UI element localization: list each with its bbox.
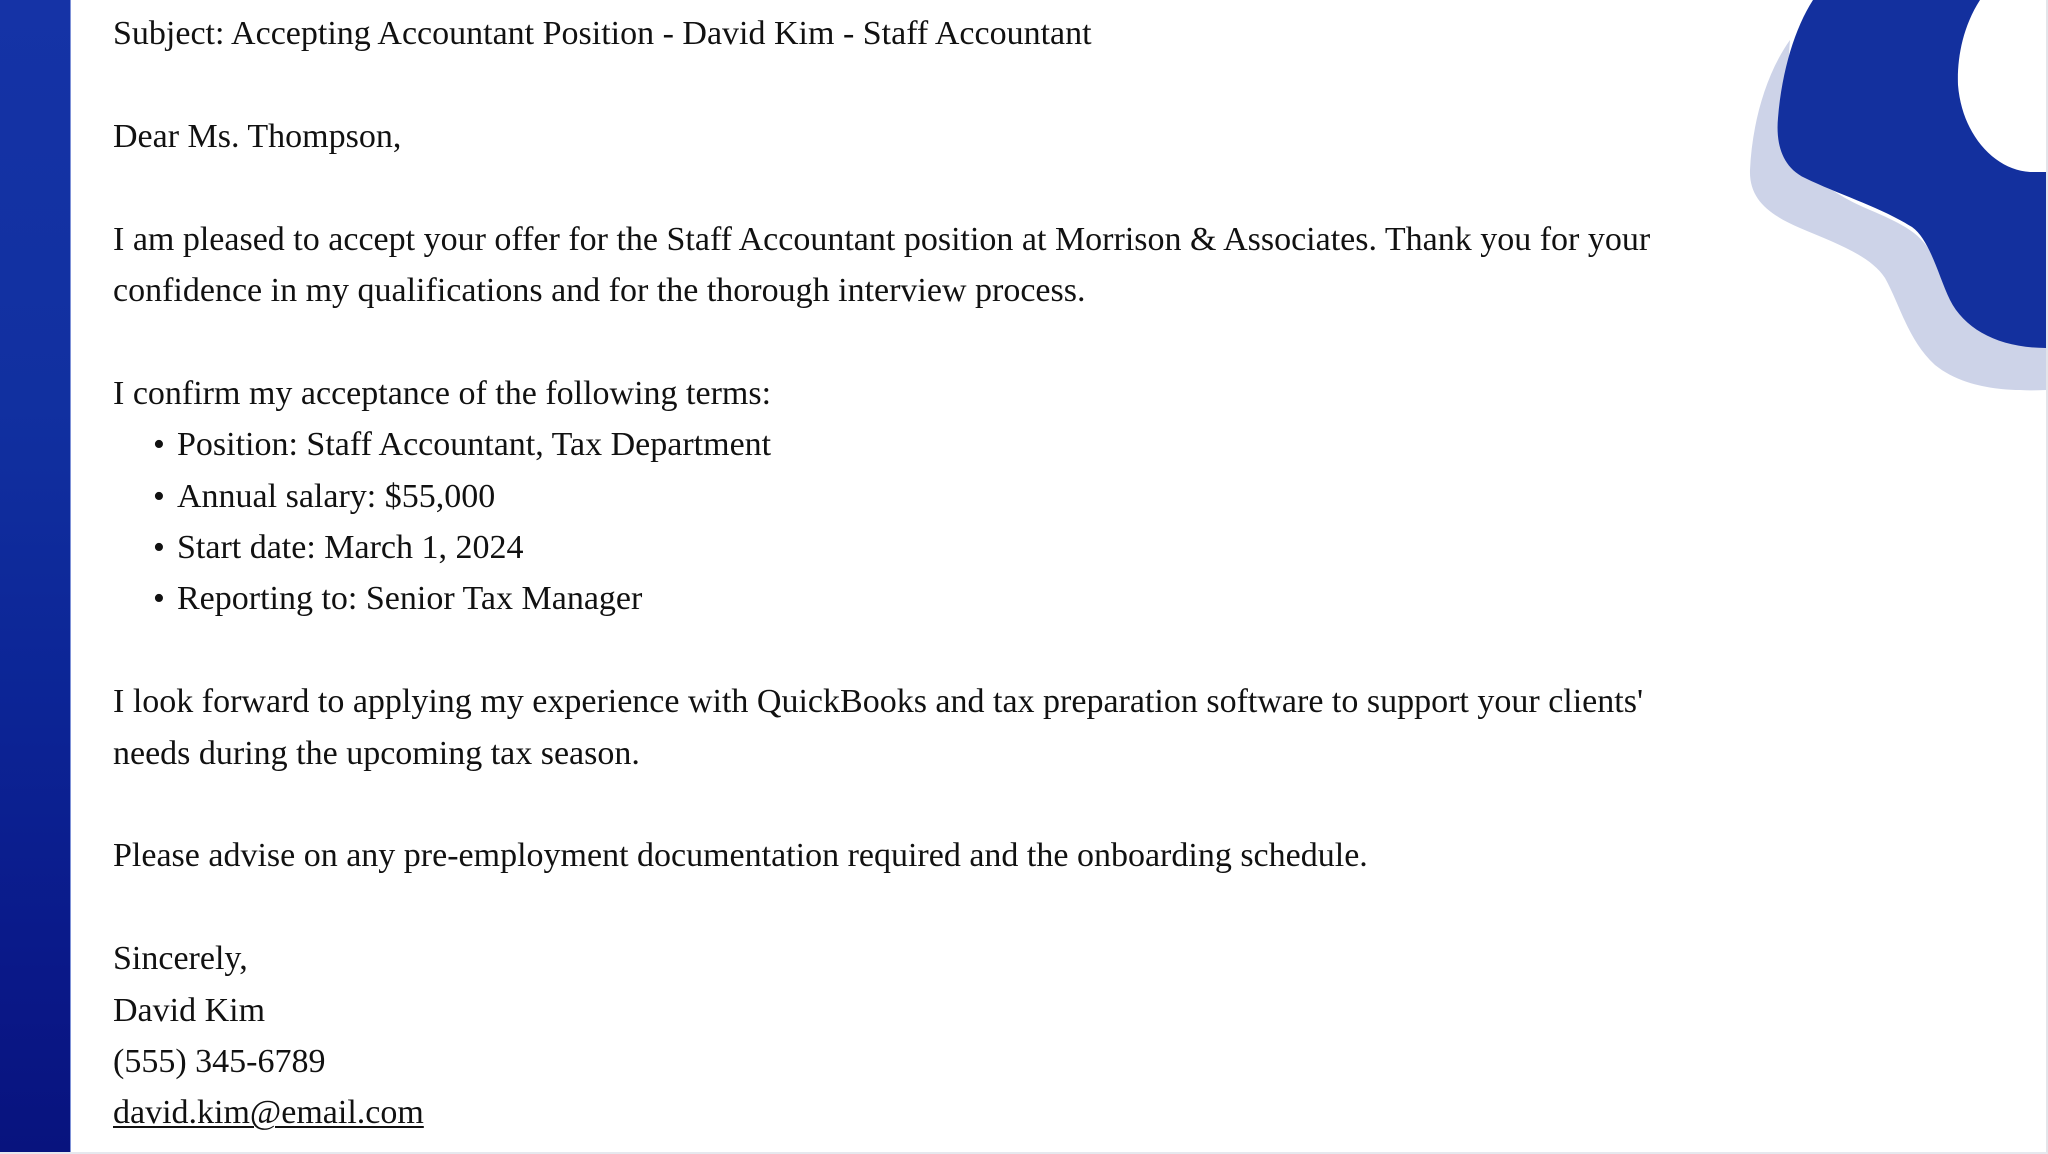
spacer xyxy=(113,625,1813,676)
bullet-icon: • xyxy=(153,529,165,567)
spacer xyxy=(113,316,1813,367)
signature-phone: (555) 345-6789 xyxy=(113,1043,326,1081)
terms-list xyxy=(113,419,1813,625)
term-text: Start date: March 1, 2024 xyxy=(177,529,524,567)
intro-paragraph-line-2: confidence in my qualifications and for the thorough interview process. xyxy=(113,272,1086,309)
outlook-paragraph-line-2: needs during the upcoming tax season. xyxy=(113,734,640,772)
spacer xyxy=(113,882,1813,933)
spacer xyxy=(113,162,1813,213)
term-text: Position: Staff Accountant, Tax Department xyxy=(177,426,772,464)
spacer xyxy=(113,779,1813,830)
signature-email-line xyxy=(113,1087,1813,1138)
email-link[interactable]: david.kim@email.com xyxy=(113,1094,424,1132)
terms-list-item xyxy=(153,522,1813,573)
bullet-icon: • xyxy=(153,426,165,464)
term-text: Reporting to: Senior Tax Manager xyxy=(177,580,643,618)
subject-line: Subject: Accepting Accountant Position - David Kim - Staff Accountant xyxy=(113,15,1092,52)
term-text: Annual salary: $55,000 xyxy=(177,477,496,515)
intro-paragraph-line-1: I am pleased to accept your offer for the Staff Accountant position at Morrison & Associates. Thank you for your xyxy=(113,220,1651,258)
request-paragraph: Please advise on any pre-employment documentation required and the onboarding schedule. xyxy=(113,837,1368,875)
salutation: Dear Ms. Thompson, xyxy=(113,117,402,155)
terms-list-item xyxy=(153,573,1813,624)
closing: Sincerely, xyxy=(113,940,248,978)
outlook-paragraph-line-1: I look forward to applying my experience with QuickBooks and tax preparation software to support your clients' xyxy=(113,683,1644,721)
bullet-icon: • xyxy=(153,580,165,618)
left-accent-bar xyxy=(0,0,71,1152)
terms-list-item xyxy=(153,419,1813,470)
letter-body xyxy=(113,8,1813,1139)
terms-intro: I confirm my acceptance of the following terms: xyxy=(113,374,772,412)
terms-list-item xyxy=(153,471,1813,522)
signature-name: David Kim xyxy=(113,991,266,1029)
spacer xyxy=(113,59,1813,110)
bullet-icon: • xyxy=(153,477,165,515)
